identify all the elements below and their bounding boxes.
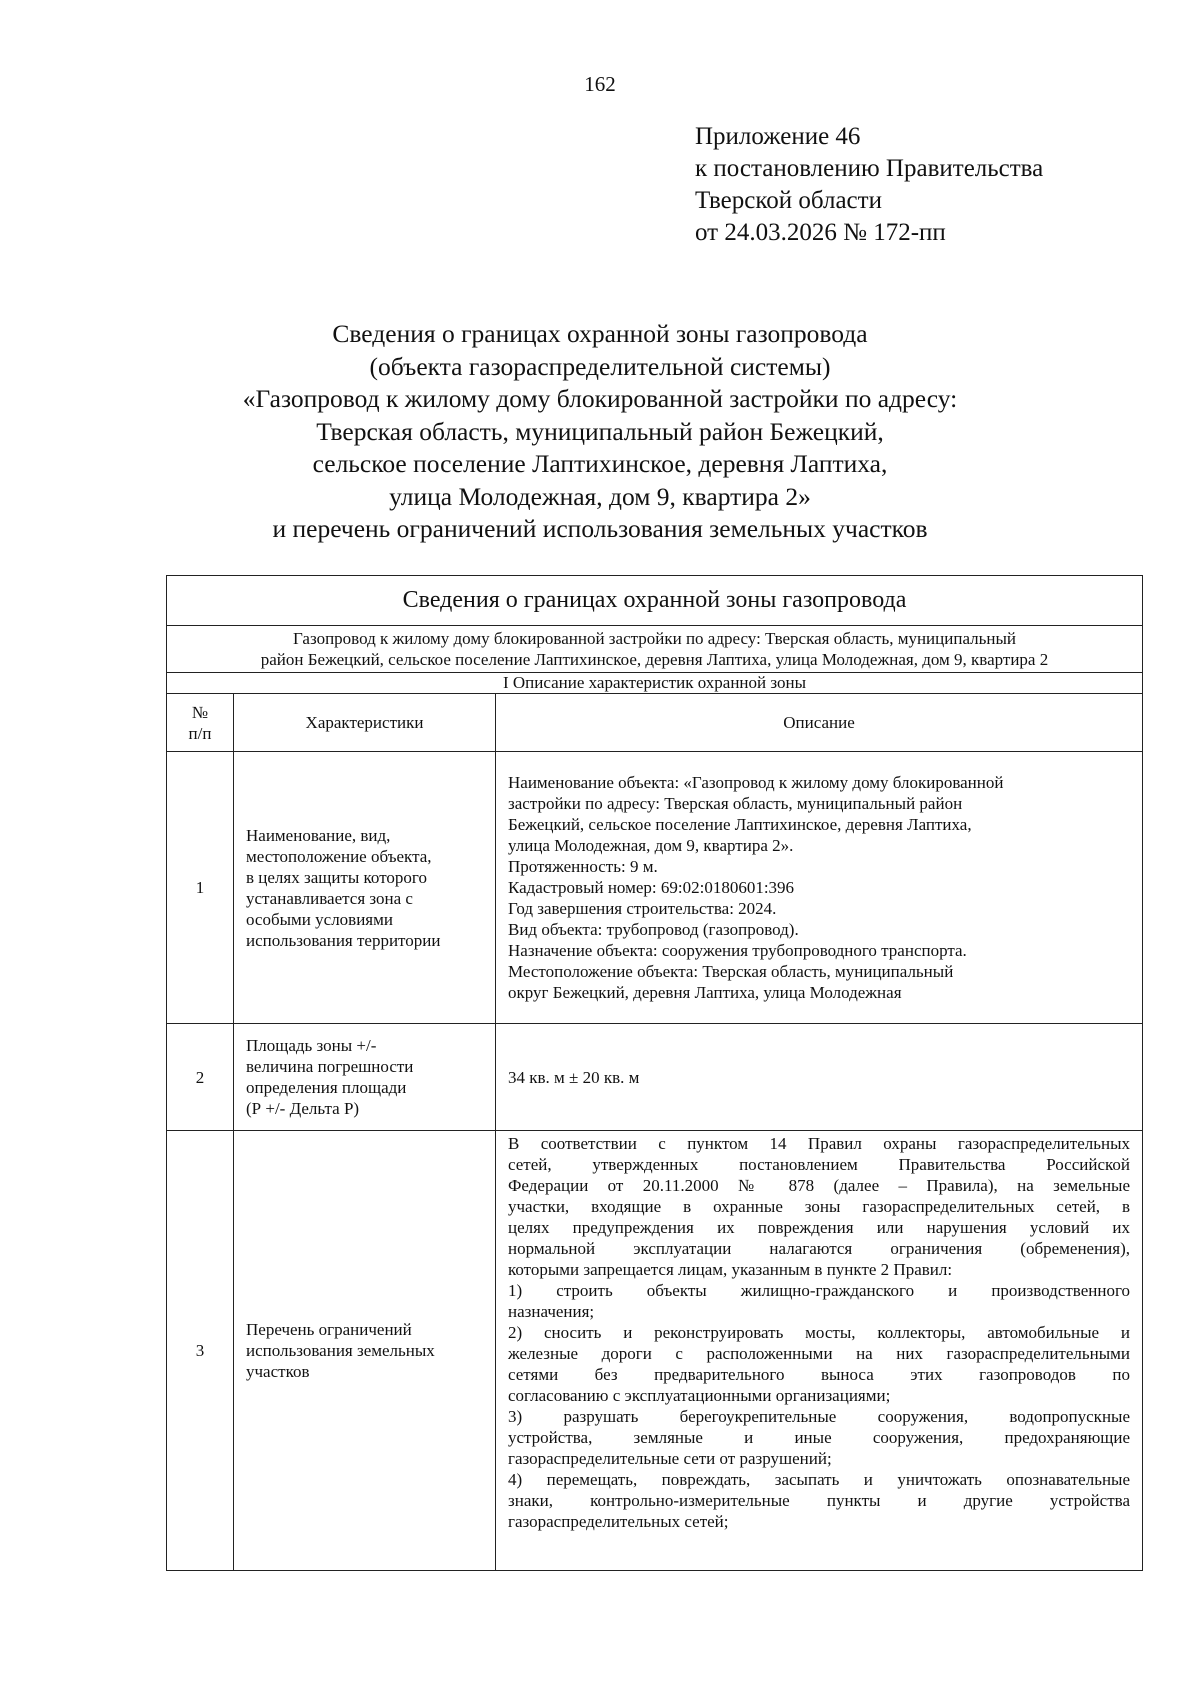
description-line: Местоположение объекта: Тверская область, муниципальный bbox=[508, 962, 954, 981]
appendix-line: от 24.03.2026 № 172-пп bbox=[695, 219, 946, 246]
description-line: газораспределительные сети от разрушений; bbox=[508, 1449, 832, 1468]
column-header-number bbox=[167, 694, 234, 752]
description-line: Назначение объекта: сооружения трубопроводного транспорта. bbox=[508, 941, 967, 960]
row-characteristic bbox=[234, 752, 496, 1024]
table-row bbox=[167, 1131, 1143, 1571]
characteristic-line: устанавливается зона с bbox=[246, 888, 413, 908]
column-header-characteristic: Характеристики bbox=[234, 694, 496, 752]
description-line: согласованию с эксплуатационными организациями; bbox=[508, 1386, 891, 1405]
characteristic-line: использования земельных bbox=[246, 1341, 435, 1360]
description-line: газораспределительных сетей; bbox=[508, 1512, 729, 1531]
title-line: сельское поселение Лаптихинское, деревня Лаптиха, bbox=[312, 449, 888, 478]
description-line: Вид объекта: трубопровод (газопровод). bbox=[508, 920, 799, 939]
description-line: сетями без предварительного выноса этих газопроводов по bbox=[508, 1365, 1131, 1384]
column-header-description: Описание bbox=[496, 694, 1143, 752]
object-line: Газопровод к жилому дому блокированной застройки по адресу: Тверская область, муниципальный bbox=[293, 629, 1016, 648]
characteristic-line: особыми условиями bbox=[246, 909, 393, 929]
appendix-line: к постановлению Правительства bbox=[695, 155, 1044, 182]
description-line: Год завершения строительства: 2024. bbox=[508, 899, 777, 918]
table-row bbox=[167, 752, 1143, 1024]
row-description bbox=[496, 1024, 1143, 1131]
description-line: знаки, контрольно-измерительные пункты и другие устройства bbox=[508, 1491, 1131, 1510]
title-line: Тверская область, муниципальный район Бежецкий, bbox=[316, 416, 884, 446]
section-heading: I Описание характеристик охранной зоны bbox=[167, 673, 1143, 694]
title-line: «Газопровод к жилому дому блокированной застройки по адресу: bbox=[242, 384, 958, 413]
table-row bbox=[167, 1024, 1143, 1131]
description-line: которыми запрещается лицам, указанным в пункте 2 Правил: bbox=[508, 1260, 953, 1279]
row-characteristic bbox=[234, 1131, 496, 1571]
document-title bbox=[0, 318, 1200, 546]
description-line: сетей, утвержденных постановлением Правительства Российской bbox=[508, 1155, 1131, 1174]
description-line: улица Молодежная, дом 9, квартира 2». bbox=[508, 836, 794, 855]
characteristic-line: использования территории bbox=[246, 930, 441, 950]
description-line: целях предупреждения их повреждения или нарушения условий их bbox=[508, 1218, 1131, 1237]
title-line: (объекта газораспределительной системы) bbox=[369, 351, 831, 381]
page-number: 162 bbox=[584, 72, 616, 96]
characteristic-line: местоположение объекта, bbox=[246, 846, 432, 866]
description-line: Протяженность: 9 м. bbox=[508, 857, 658, 876]
characteristic-line: определения площади bbox=[246, 1078, 407, 1097]
characteristic-line: величина погрешности bbox=[246, 1057, 414, 1076]
row-number: 3 bbox=[167, 1131, 234, 1571]
description-line: 34 кв. м ± 20 кв. м bbox=[508, 1067, 640, 1087]
description-line: участки, входящие в охранные зоны газораспределительных сетей, в bbox=[508, 1197, 1131, 1216]
column-header-number-line: № bbox=[191, 702, 209, 722]
appendix-line: Тверской области bbox=[695, 187, 882, 214]
description-line: застройки по адресу: Тверская область, муниципальный район bbox=[508, 794, 963, 813]
description-line: 4) перемещать, повреждать, засыпать и уничтожать опознавательные bbox=[508, 1470, 1131, 1489]
description-line: Наименование объекта: «Газопровод к жилому дому блокированной bbox=[508, 773, 1004, 792]
description-line: нормальной эксплуатации налагаются ограничения (обременения), bbox=[508, 1239, 1131, 1258]
description-line: железные дороги с расположенными на них газораспределительными bbox=[508, 1344, 1131, 1363]
zone-info-table bbox=[166, 575, 1143, 1571]
object-name-cell bbox=[167, 626, 1143, 673]
description-line: устройства, земляные и иные сооружения, предохраняющие bbox=[508, 1428, 1131, 1447]
characteristic-line: участков bbox=[246, 1362, 310, 1381]
row-number: 1 bbox=[167, 752, 234, 1024]
description-line: Федерации от 20.11.2000 № 878 (далее – Правила), на земельные bbox=[508, 1176, 1131, 1195]
description-line: Бежецкий, сельское поселение Лаптихинское, деревня Лаптиха, bbox=[508, 815, 972, 834]
appendix-line: Приложение 46 bbox=[695, 123, 861, 150]
characteristic-line: Перечень ограничений bbox=[246, 1320, 412, 1339]
title-line: улица Молодежная, дом 9, квартира 2» bbox=[389, 481, 811, 511]
object-line: район Бежецкий, сельское поселение Лаптихинское, деревня Лаптиха, улица Молодежная, дом 9, квартира 2 bbox=[260, 650, 1049, 669]
characteristic-line: в целях защиты которого bbox=[246, 867, 427, 887]
description-line: 1) строить объекты жилищно-гражданского и производственного bbox=[508, 1281, 1131, 1300]
title-line: Сведения о границах охранной зоны газопровода bbox=[332, 319, 868, 348]
description-line: назначения; bbox=[508, 1302, 595, 1321]
row-number: 2 bbox=[167, 1024, 234, 1131]
table-heading: Сведения о границах охранной зоны газопровода bbox=[167, 576, 1143, 626]
row-characteristic bbox=[234, 1024, 496, 1131]
description-line: округ Бежецкий, деревня Лаптиха, улица Молодежная bbox=[508, 983, 902, 1002]
title-line: и перечень ограничений использования земельных участков bbox=[272, 514, 928, 543]
characteristic-line: Площадь зоны +/- bbox=[246, 1036, 377, 1055]
description-line: Кадастровый номер: 69:02:0180601:396 bbox=[508, 878, 795, 897]
description-line: 2) сносить и реконструировать мосты, коллекторы, автомобильные и bbox=[508, 1323, 1131, 1342]
appendix-block bbox=[695, 121, 1043, 249]
row-description bbox=[496, 752, 1143, 1024]
characteristic-line: Наименование, вид, bbox=[246, 825, 391, 845]
description-line: 3) разрушать берегоукрепительные сооружения, водопропускные bbox=[508, 1407, 1131, 1426]
row-description bbox=[496, 1131, 1143, 1571]
characteristic-line: (Р +/- Дельта Р) bbox=[246, 1099, 360, 1118]
description-line: В соответствии с пунктом 14 Правил охраны газораспределительных bbox=[508, 1134, 1131, 1153]
column-header-number-line: п/п bbox=[188, 723, 212, 743]
